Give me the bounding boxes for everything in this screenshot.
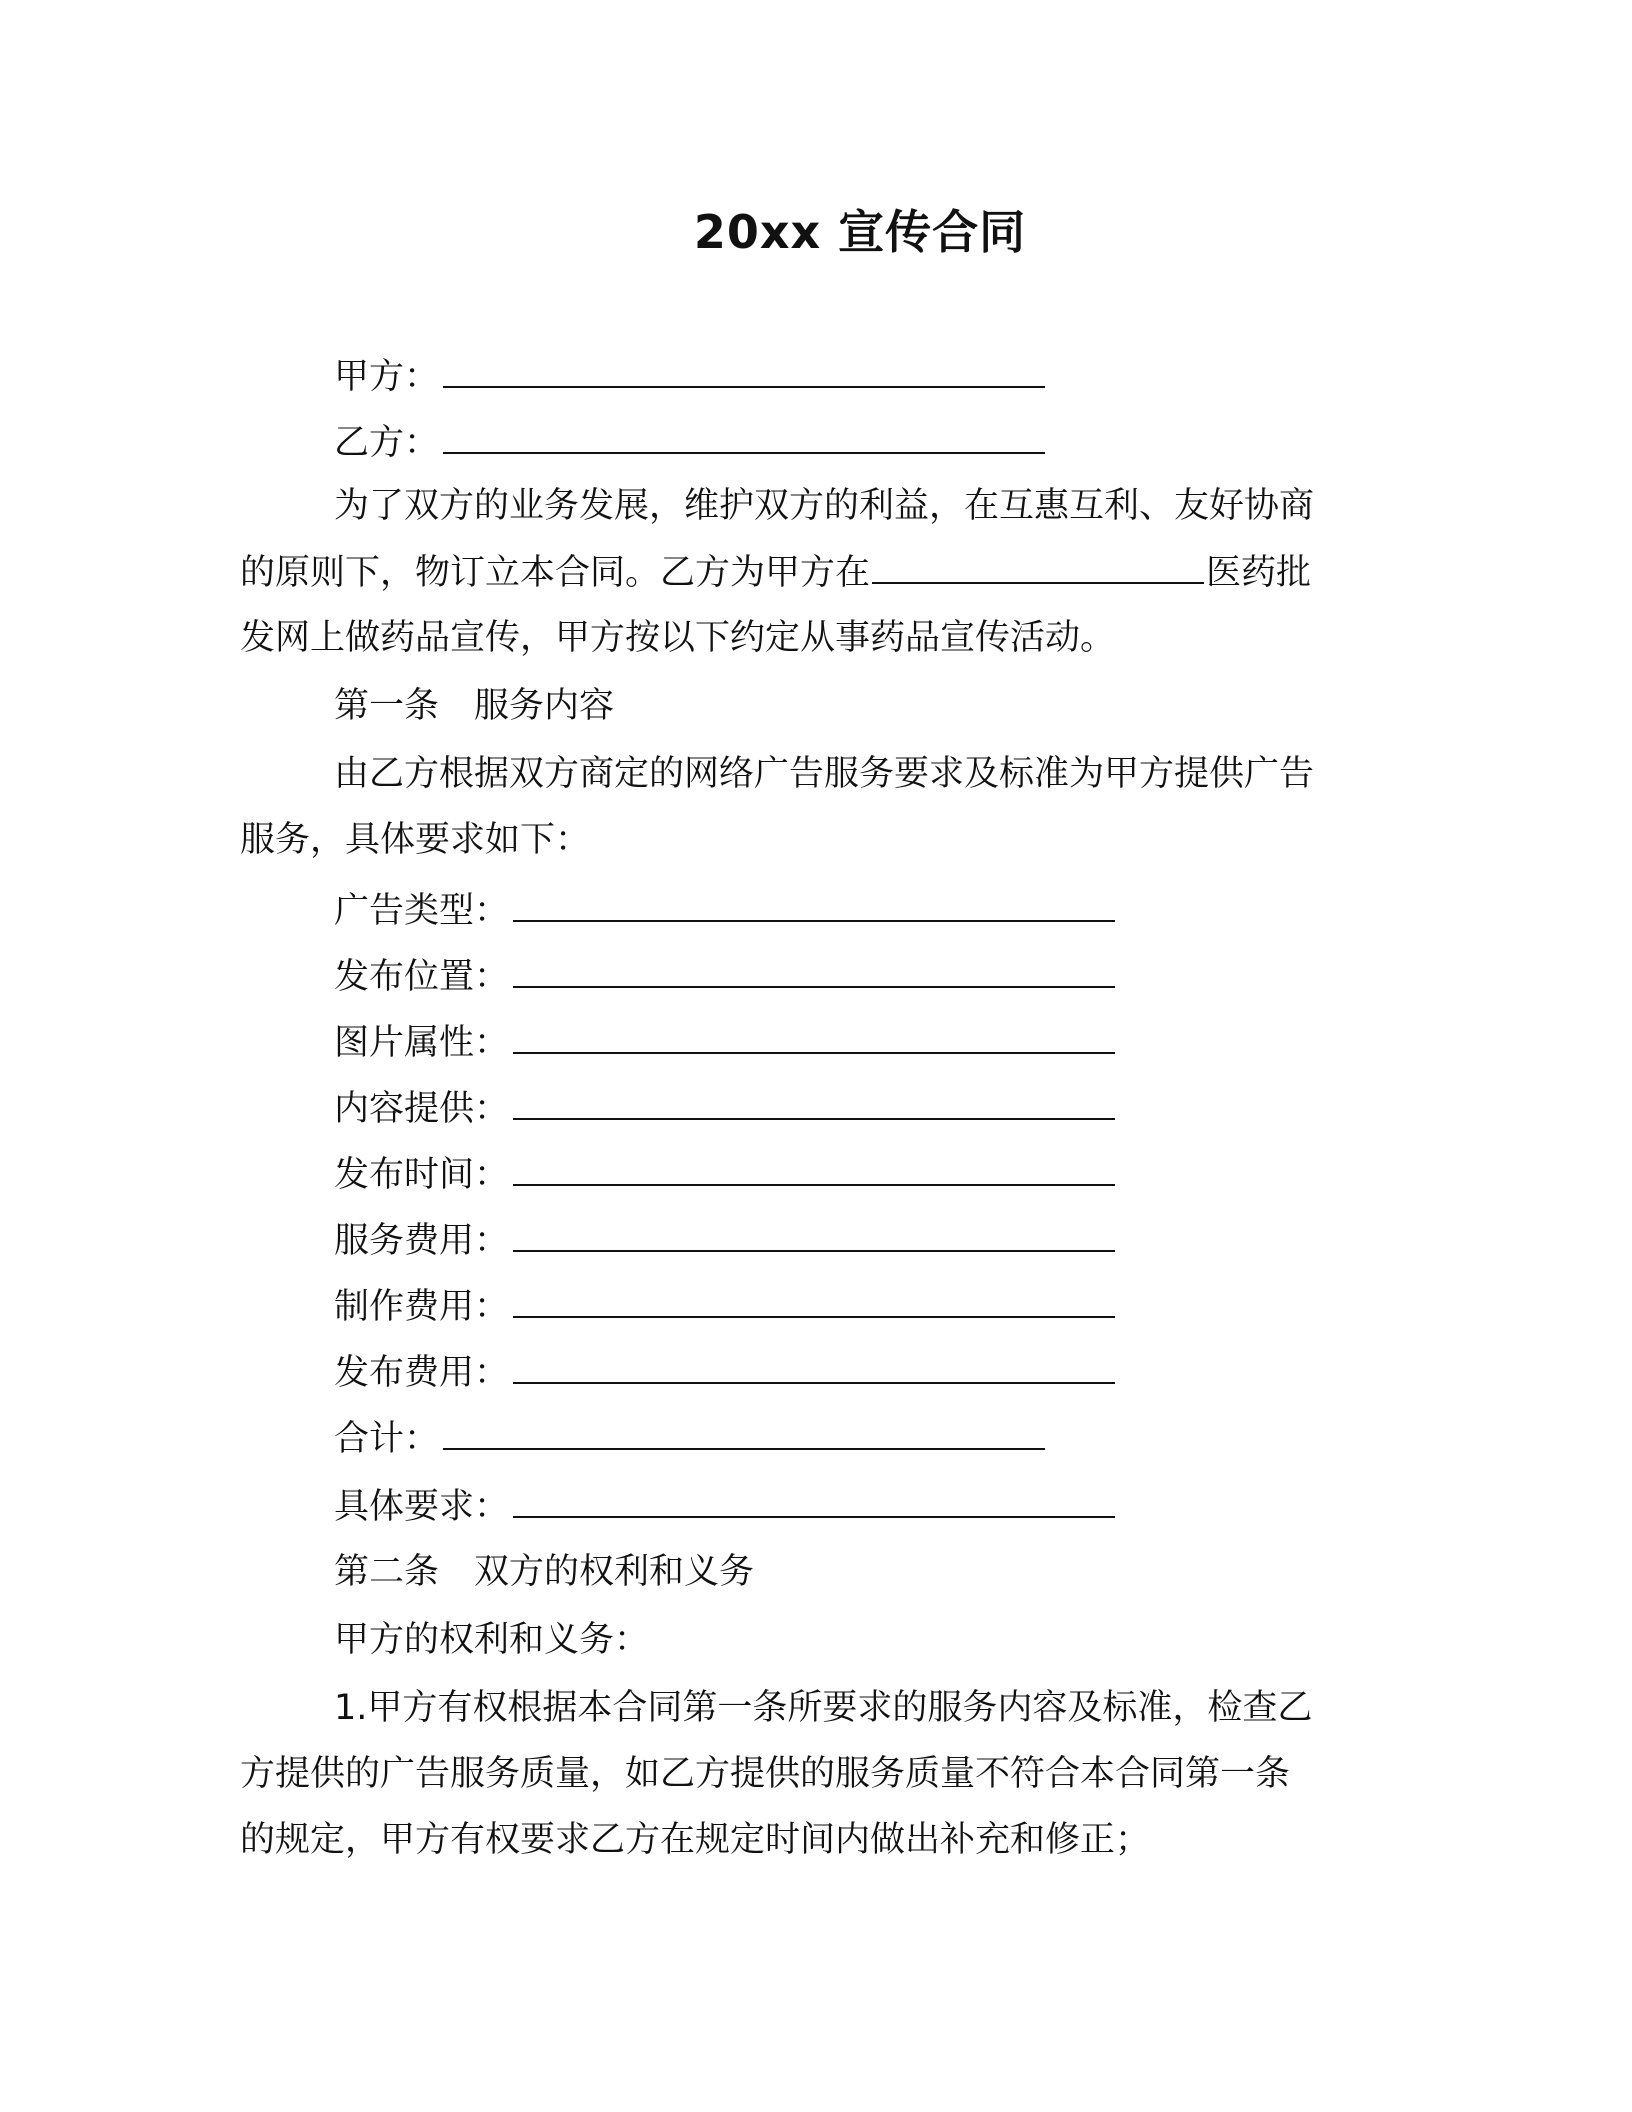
party-b-line [334, 418, 1045, 467]
party-a-label: 甲方： [334, 357, 440, 397]
article-1-heading: 第一条 服务内容 [334, 686, 615, 726]
field-publish-time [334, 1150, 1115, 1199]
field-blank [513, 1084, 1115, 1120]
document-title: 20xx 宣传合同 [693, 205, 1027, 259]
field-service-fee [334, 1216, 1115, 1265]
field-content-provider [334, 1084, 1115, 1133]
field-blank [513, 1018, 1115, 1054]
field-blank [443, 1414, 1045, 1450]
article-1-para-line-1: 由乙方根据双方商定的网络广告服务要求及标准为甲方提供广告 [334, 754, 1315, 794]
field-blank [513, 1282, 1115, 1318]
intro-line-2-before: 的原则下，物订立本合同。乙方为甲方在 [240, 553, 871, 593]
article-1-para-line-2: 服务，具体要求如下： [240, 820, 591, 860]
field-image-attributes [334, 1018, 1115, 1067]
field-publish-position [334, 952, 1115, 1001]
field-blank [513, 1150, 1115, 1186]
field-blank [513, 886, 1115, 922]
field-label: 具体要求： [334, 1487, 510, 1527]
intro-line-2-after: 医药批 [1206, 553, 1312, 593]
party-b-blank [443, 418, 1045, 454]
intro-line-3: 发网上做药品宣传，甲方按以下约定从事药品宣传活动。 [240, 618, 1116, 658]
field-label: 图片属性： [334, 1023, 510, 1063]
field-total [334, 1414, 1045, 1463]
field-label: 内容提供： [334, 1089, 510, 1129]
field-blank [513, 952, 1115, 988]
article-2-subheading: 甲方的权利和义务： [334, 1620, 650, 1660]
article-2-heading: 第二条 双方的权利和义务 [334, 1552, 755, 1592]
field-label: 合计： [334, 1419, 440, 1459]
intro-line-1: 为了双方的业务发展，维护双方的利益，在互惠互利、友好协商 [334, 486, 1315, 526]
field-blank [513, 1216, 1115, 1252]
field-blank [513, 1348, 1115, 1384]
field-blank [513, 1482, 1115, 1518]
field-label: 发布位置： [334, 957, 510, 997]
field-ad-type [334, 886, 1115, 935]
field-label: 发布费用： [334, 1353, 510, 1393]
field-label: 发布时间： [334, 1155, 510, 1195]
field-label: 制作费用： [334, 1287, 510, 1327]
party-a-line [334, 352, 1045, 401]
field-publishing-fee [334, 1348, 1115, 1397]
field-production-fee [334, 1282, 1115, 1331]
party-a-blank [443, 352, 1045, 388]
article-2-item-1-line-3: 的规定，甲方有权要求乙方在规定时间内做出补充和修正； [240, 1820, 1151, 1860]
intro-line-2 [240, 548, 1311, 597]
field-label: 服务费用： [334, 1221, 510, 1261]
website-blank [872, 548, 1204, 584]
field-label: 广告类型： [334, 891, 510, 931]
article-2-item-1-line-2: 方提供的广告服务质量，如乙方提供的服务质量不符合本合同第一条 [240, 1754, 1291, 1794]
article-2-item-1-line-1: 1.甲方有权根据本合同第一条所要求的服务内容及标准，检查乙 [334, 1688, 1313, 1728]
party-b-label: 乙方： [334, 423, 440, 463]
field-specific-requirements [334, 1482, 1115, 1531]
